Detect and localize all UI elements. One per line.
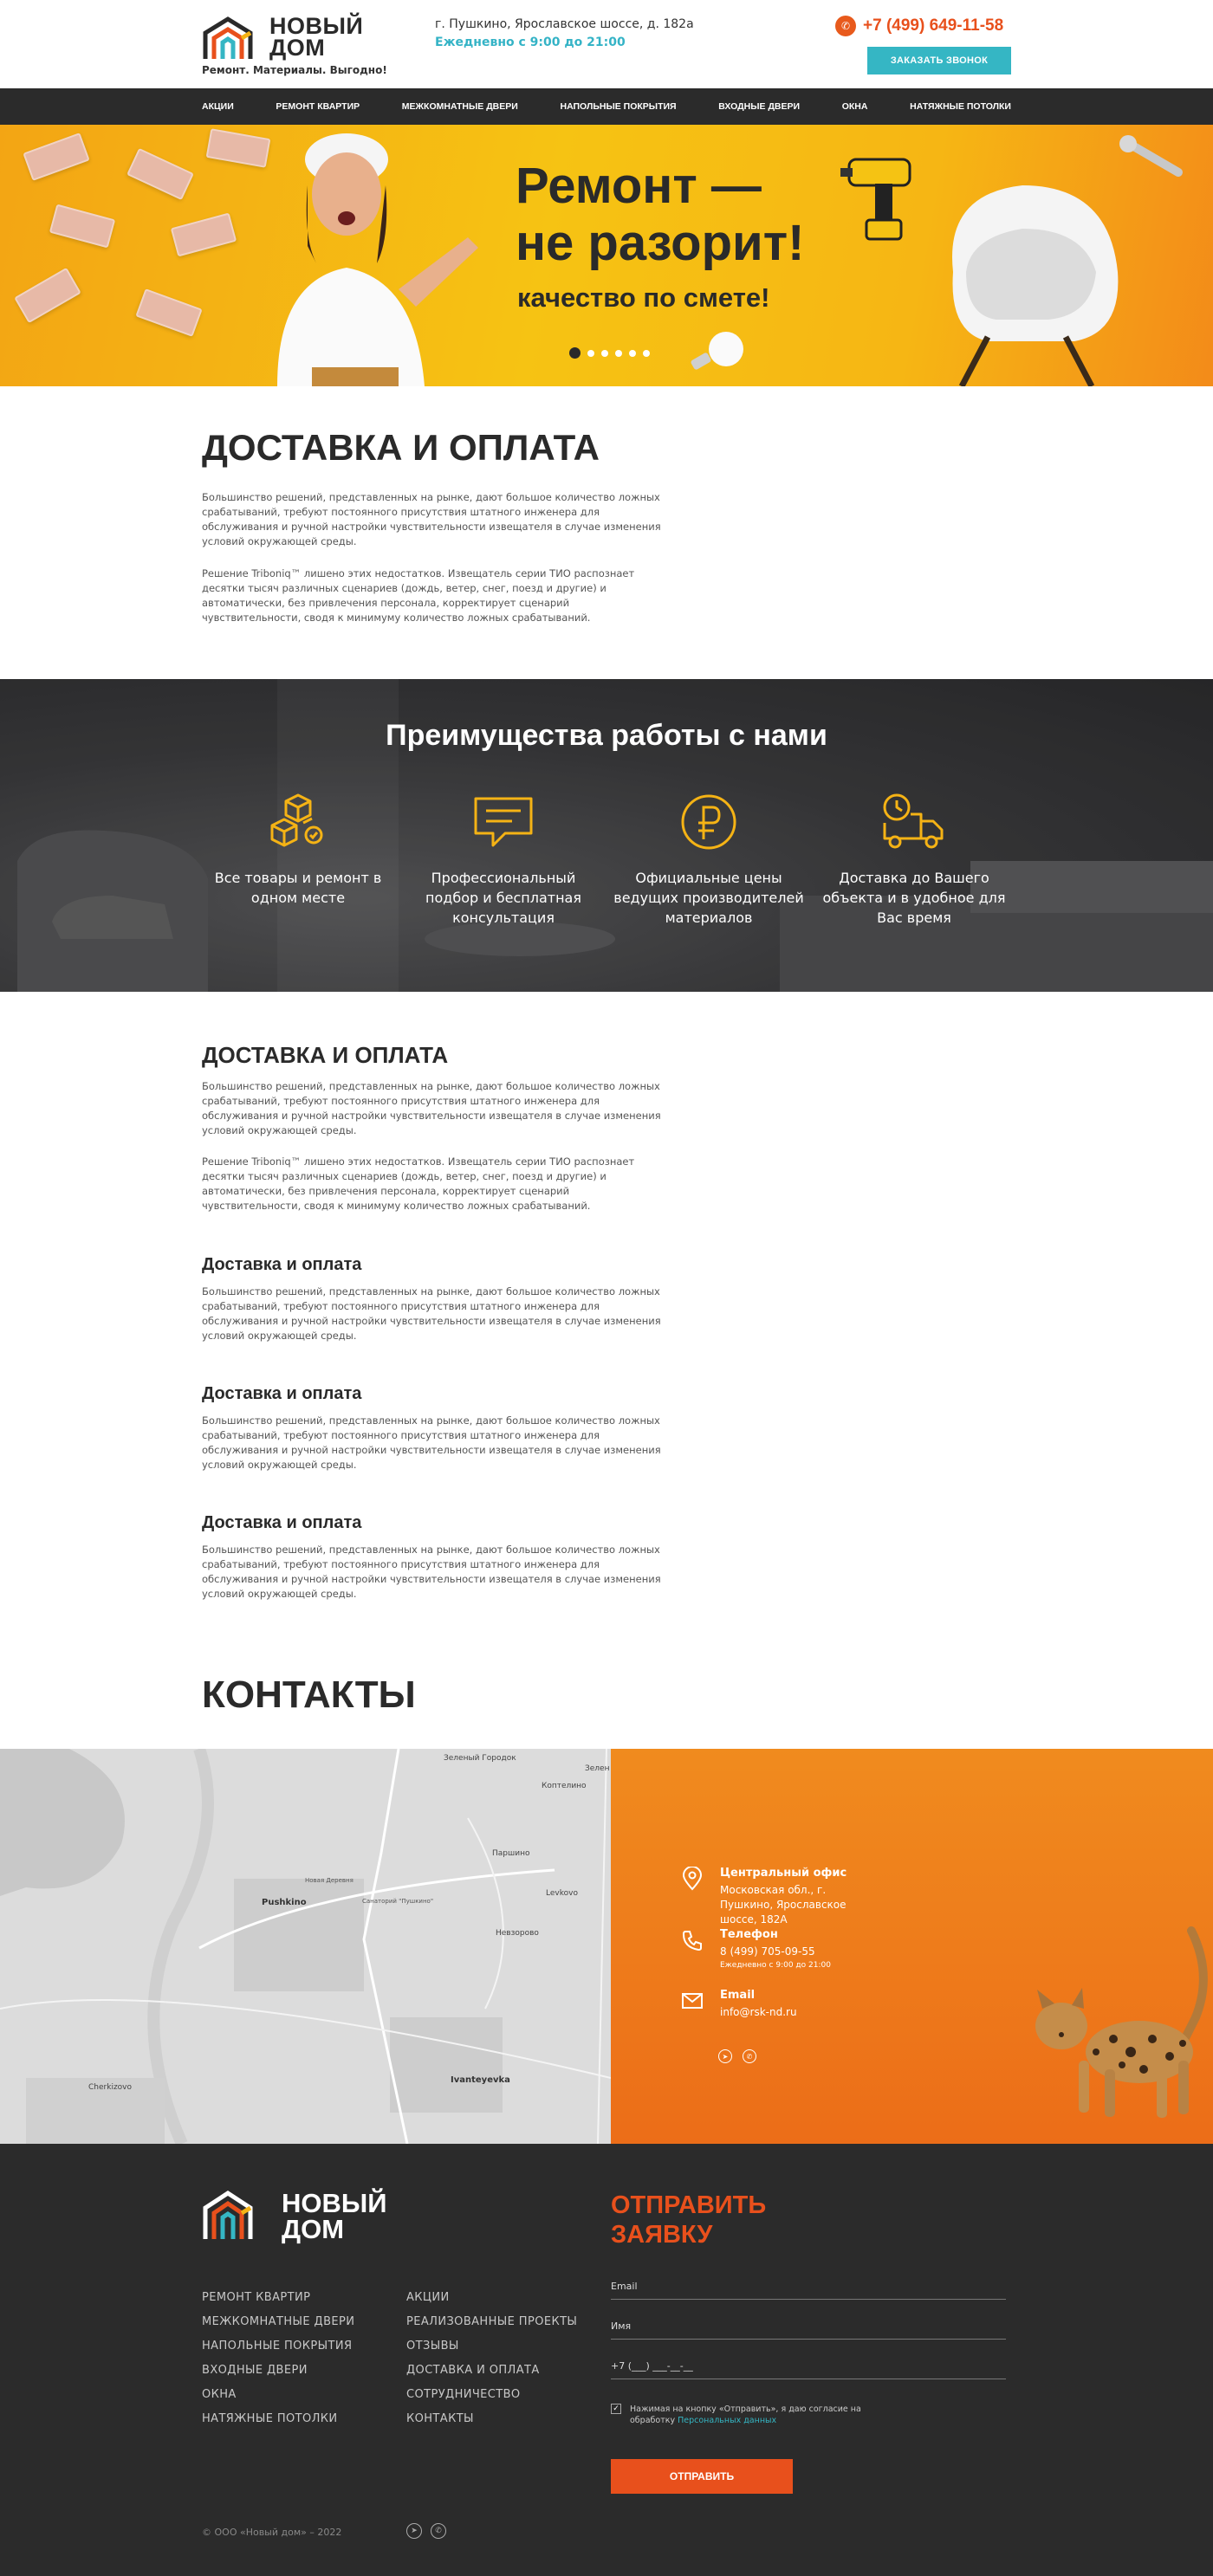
- map-label: Levkovo: [546, 1889, 578, 1898]
- section-paragraph: Большинство решений, представленных на рынке, дают большое количество ложных срабатываний, требуют постоянного присутствия штатного инженера для обслуживания и ручной настройки чувствительности извещателя в случае изменения условий окружающей среды.: [202, 491, 661, 547]
- woman-worker-image: [243, 125, 503, 386]
- nav-item-renovation[interactable]: РЕМОНТ КВАРТИР: [276, 101, 360, 112]
- footer-logo[interactable]: [202, 2189, 410, 2244]
- email-field[interactable]: Email: [611, 2281, 1006, 2300]
- footer-link-contacts[interactable]: КОНТАКТЫ: [406, 2412, 474, 2425]
- subsection-text: Большинство решений, представленных на рынке, дают большое количество ложных срабатываний, требуют постоянного присутствия штатного инженера для обслуживания и ручной настройки чувствительности извещателя в случае изменения условий окружающей среды.: [202, 1414, 661, 1471]
- drill-image: [840, 142, 927, 246]
- logo[interactable]: [202, 13, 387, 78]
- hero-title: Ремонт — не разорит!: [516, 158, 805, 271]
- header-phone[interactable]: [835, 16, 1003, 36]
- consent-checkbox[interactable]: ✓: [611, 2404, 621, 2414]
- contact-email: [680, 1989, 797, 2020]
- whatsapp-icon[interactable]: ✆: [743, 2049, 756, 2063]
- slider-dot[interactable]: [569, 347, 581, 359]
- footer-link-flooring[interactable]: НАПОЛЬНЫЕ ПОКРЫТИЯ: [202, 2340, 353, 2353]
- footer-link-promotions[interactable]: АКЦИИ: [406, 2291, 450, 2304]
- consent-checkbox-row: [611, 2404, 872, 2426]
- money-bill-image: [49, 204, 115, 249]
- footer-link-reviews[interactable]: ОТЗЫВЫ: [406, 2340, 459, 2353]
- ruble-icon: [674, 792, 743, 852]
- slider-dot[interactable]: [629, 350, 636, 357]
- map-label: Санаторий "Пушкино": [362, 1898, 434, 1905]
- contact-email-value[interactable]: info@rsk-nd.ru: [720, 2006, 797, 2018]
- map-label: Коптелино: [542, 1782, 587, 1790]
- cat-image: [1009, 1922, 1213, 2130]
- map-label: Cherkizovo: [88, 2083, 133, 2092]
- advantage-item: [198, 792, 398, 908]
- nav-item-interior-doors[interactable]: МЕЖКОМНАТНЫЕ ДВЕРИ: [401, 101, 518, 112]
- footer-link-projects[interactable]: РЕАЛИЗОВАННЫЕ ПРОЕКТЫ: [406, 2315, 578, 2328]
- section-paragraph: Большинство решений, представленных на рынке, дают большое количество ложных срабатываний, требуют постоянного присутствия штатного инженера для обслуживания и ручной настройки чувствительности извещателя в случае изменения условий окружающей среды.: [202, 1080, 661, 1136]
- footer-link-entrance-doors[interactable]: ВХОДНЫЕ ДВЕРИ: [202, 2364, 308, 2377]
- name-field[interactable]: Имя: [611, 2320, 1006, 2340]
- map-label: Pushkino: [262, 1898, 307, 1907]
- footer-link-ceilings[interactable]: НАТЯЖНЫЕ ПОТОЛКИ: [202, 2412, 338, 2425]
- boxes-icon: [263, 792, 333, 852]
- advantages-section: [0, 679, 1213, 992]
- nav-item-promotions[interactable]: АКЦИИ: [202, 101, 234, 112]
- map-label: Ivanteyevka: [451, 2075, 510, 2085]
- footer-link-delivery[interactable]: ДОСТАВКА И ОПЛАТА: [406, 2364, 540, 2377]
- delivery-truck-icon: [879, 792, 949, 852]
- whatsapp-icon[interactable]: ✆: [431, 2523, 446, 2539]
- phone-number[interactable]: +7 (499) 649-11-58: [863, 16, 1004, 35]
- advantage-text: Официальные цены ведущих производителей материалов: [613, 870, 804, 926]
- contact-info-panel: [611, 1749, 1213, 2144]
- money-bill-image: [135, 288, 202, 337]
- slider-dot[interactable]: [615, 350, 622, 357]
- map[interactable]: [0, 1749, 611, 2144]
- header-address: г. Пушкино, Ярославское шоссе, д. 182а: [435, 17, 694, 31]
- contact-office-address: Московская обл., г. Пушкино, Ярославское шоссе, 182А: [720, 1884, 847, 1926]
- nav-item-entrance-doors[interactable]: ВХОДНЫЕ ДВЕРИ: [718, 101, 801, 112]
- section-title: ДОСТАВКА И ОПЛАТА: [202, 1042, 449, 1068]
- personal-data-link[interactable]: Персональных данных: [678, 2416, 777, 2425]
- contact-phone-title: Телефон: [720, 1928, 778, 1941]
- footer-link-cooperation[interactable]: СОТРУДНИЧЕСТВО: [406, 2388, 521, 2401]
- house-logo-icon: [202, 2189, 263, 2241]
- subsection-text: Большинство решений, представленных на рынке, дают большое количество ложных срабатываний, требуют постоянного присутствия штатного инженера для обслуживания и ручной настройки чувствительности извещателя в случае изменения условий окружающей среды.: [202, 1285, 661, 1342]
- site-footer: [0, 2144, 1213, 2576]
- logo-title: НОВЫЙ ДОМ: [269, 13, 364, 61]
- advantage-item: [609, 792, 808, 928]
- submit-button[interactable]: ОТПРАВИТЬ: [611, 2459, 793, 2494]
- map-label: Паршино: [492, 1849, 530, 1858]
- telegram-icon[interactable]: ➤: [406, 2523, 422, 2539]
- contact-office-title: Центральный офис: [720, 1867, 847, 1880]
- phone-field[interactable]: +7 (___) ___-__-__: [611, 2360, 1006, 2379]
- footer-link-renovation[interactable]: РЕМОНТ КВАРТИР: [202, 2291, 311, 2304]
- subsection-title: Доставка и оплата: [202, 1255, 362, 1274]
- phone-icon: ✆: [835, 16, 856, 36]
- advantage-item: [404, 792, 603, 928]
- money-bill-image: [14, 268, 81, 323]
- slider-dot[interactable]: [643, 350, 650, 357]
- map-label: Зеленый Городок: [444, 1754, 516, 1763]
- section-paragraph: Решение Triboniq™ лишено этих недостатков. Извещатель серии ТИО распознает десятки тысяч различных сценариев (дождь, ветер, снег, поезд и другие) и автоматически, без привлечения персонала, корректирует сценарий чувствительности, сводя к минимуму количество ложных срабатываний.: [202, 567, 635, 624]
- contact-office: [680, 1867, 876, 1927]
- map-label: Новая Деревня: [305, 1877, 354, 1884]
- house-logo-icon: [202, 16, 261, 61]
- chair-image: [918, 168, 1144, 386]
- phone-icon: [680, 1928, 704, 1952]
- money-bill-image: [126, 148, 194, 200]
- chat-icon: [469, 792, 538, 852]
- subsection-text: Большинство решений, представленных на рынке, дают большое количество ложных срабатываний, требуют постоянного присутствия штатного инженера для обслуживания и ручной настройки чувствительности извещателя в случае изменения условий окружающей среды.: [202, 1544, 661, 1600]
- contact-email-title: Email: [720, 1989, 756, 2002]
- header-hours: Ежедневно с 9:00 до 21:00: [435, 36, 626, 49]
- light-bulb-image: [687, 330, 748, 373]
- slider-dot[interactable]: [601, 350, 608, 357]
- slider-dots: [569, 347, 650, 359]
- consent-text: Нажимая на кнопку «Отправить», я даю согласие на обработку Персональных данных: [630, 2404, 861, 2425]
- footer-link-windows[interactable]: ОКНА: [202, 2388, 237, 2401]
- main-nav: [0, 88, 1213, 125]
- nav-item-ceilings[interactable]: НАТЯЖНЫЕ ПОТОЛКИ: [910, 101, 1011, 112]
- telegram-icon[interactable]: ➤: [718, 2049, 732, 2063]
- advantages-title: Преимущества работы с нами: [386, 719, 827, 752]
- money-bill-image: [23, 133, 89, 181]
- advantage-text: Доставка до Вашего объекта и в удобное для Вас время: [822, 870, 1006, 926]
- money-bill-image: [171, 213, 237, 257]
- advantage-text: Профессиональный подбор и бесплатная консультация: [425, 870, 581, 926]
- map-label: Зелен: [585, 1764, 610, 1773]
- section-title: ДОСТАВКА И ОПЛАТА: [202, 427, 600, 468]
- advantage-text: Все товары и ремонт в одном месте: [214, 870, 382, 906]
- contacts-title: КОНТАКТЫ: [202, 1673, 416, 1716]
- hero-subtitle: качество по смете!: [517, 282, 770, 313]
- contact-phone-value[interactable]: 8 (499) 705-09-55: [720, 1945, 815, 1958]
- advantage-item: [814, 792, 1014, 928]
- footer-link-interior-doors[interactable]: МЕЖКОМНАТНЫЕ ДВЕРИ: [202, 2315, 355, 2328]
- location-pin-icon: [680, 1867, 704, 1891]
- contact-phone-hours: Ежедневно с 9:00 до 21:00: [720, 1961, 831, 1970]
- slider-dot[interactable]: [587, 350, 594, 357]
- form-title: ОТПРАВИТЬ ЗАЯВКУ: [611, 2191, 767, 2249]
- hero-banner: [0, 125, 1213, 386]
- section-paragraph: Решение Triboniq™ лишено этих недостатков. Извещатель серии ТИО распознает десятки тысяч различных сценариев (дождь, ветер, снег, поезд и другие) и автоматически, без привлечения персонала, корректирует сценарий чувствительности, сводя к минимуму количество ложных срабатываний.: [202, 1155, 635, 1212]
- nav-item-flooring[interactable]: НАПОЛЬНЫЕ ПОКРЫТИЯ: [560, 101, 677, 112]
- copyright: © ООО «Новый дом» – 2022: [202, 2527, 342, 2538]
- subsection-title: Доставка и оплата: [202, 1513, 362, 1532]
- map-label: Невзорово: [496, 1929, 539, 1938]
- contact-phone: [680, 1928, 831, 1970]
- footer-logo-title: НОВЫЙ ДОМ: [282, 2188, 387, 2244]
- mail-icon: [680, 1989, 704, 2013]
- subsection-title: Доставка и оплата: [202, 1384, 362, 1403]
- nav-item-windows[interactable]: ОКНА: [841, 101, 868, 112]
- site-header: [0, 0, 1213, 88]
- callback-button[interactable]: ЗАКАЗАТЬ ЗВОНОК: [867, 47, 1011, 74]
- logo-tagline: Ремонт. Материалы. Выгодно!: [202, 64, 387, 76]
